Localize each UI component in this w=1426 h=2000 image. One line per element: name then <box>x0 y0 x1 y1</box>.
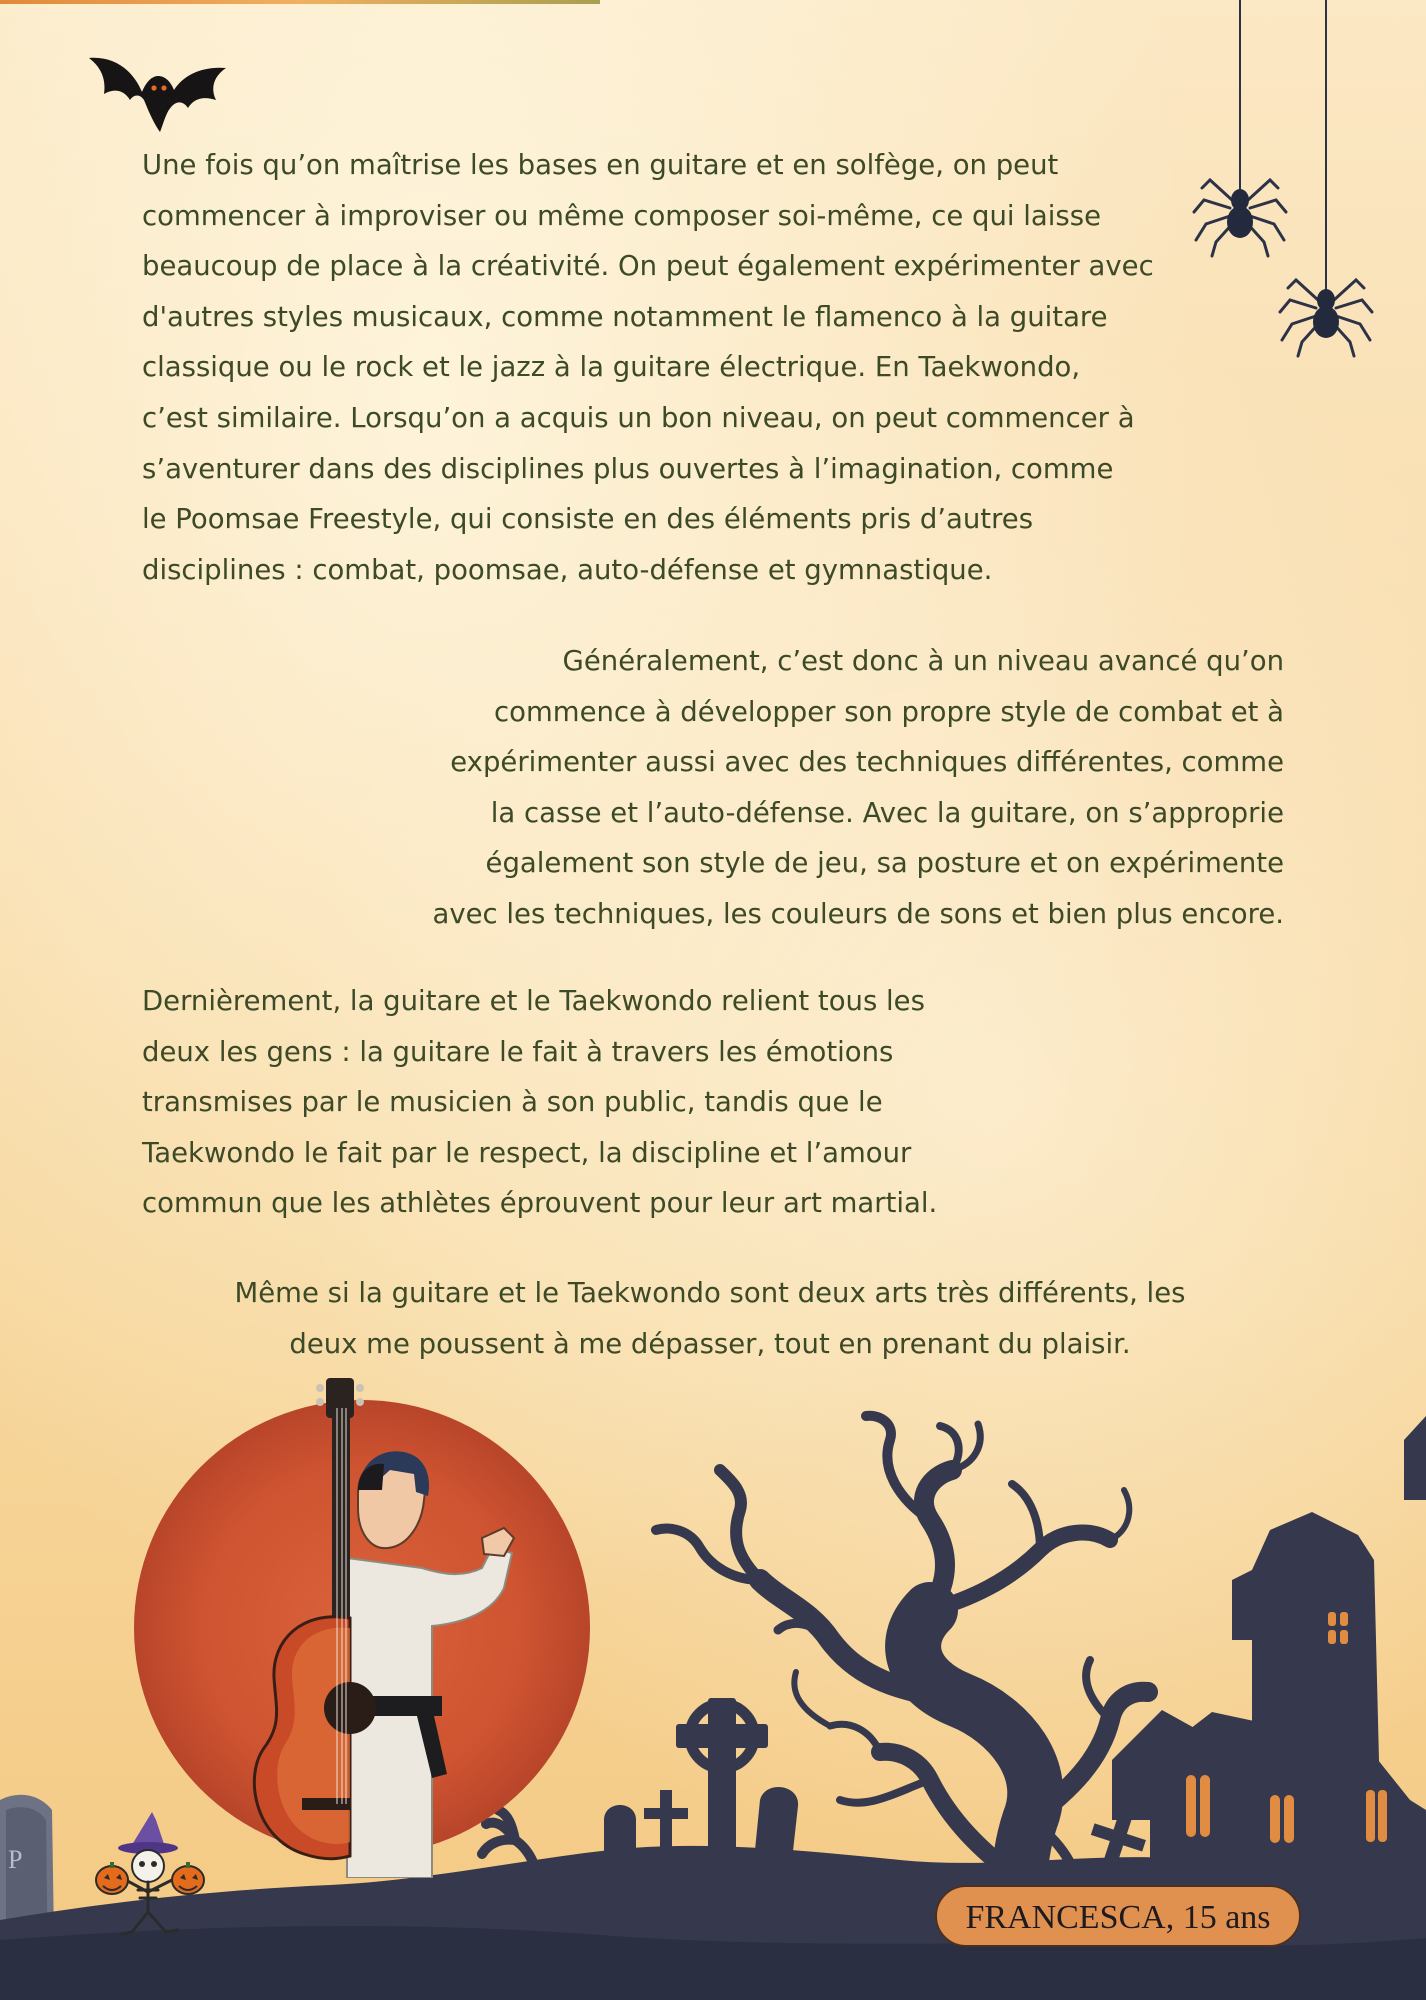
skull <box>132 1850 164 1882</box>
tombstone-letter: P <box>8 1845 23 1874</box>
window <box>1340 1630 1348 1644</box>
article-paragraph: Généralement, c’est donc à un niveau avancé qu’on commence à développer son propre style de combat et à expérimenter aussi avec des techniques différentes, comme la casse et l’auto-défense. Avec la guitare, on s’approprie également son style de jeu, sa posture et on expérimente avec les techniques, les couleurs de sons et bien plus encore. <box>432 645 1284 930</box>
article-paragraph: Même si la guitare et le Taekwondo sont deux arts très différents, les deux me poussent à me dépasser, tout en prenant du plaisir. <box>234 1277 1186 1360</box>
window <box>1200 1775 1210 1837</box>
bat-eye <box>151 85 156 90</box>
celtic-cross-icon <box>676 1698 768 1858</box>
top-decorative-strip <box>0 0 600 4</box>
window <box>1186 1775 1196 1837</box>
jack-o-lantern-icon <box>96 1862 128 1894</box>
jack-o-lantern-icon <box>172 1862 204 1894</box>
guitar-taekwondo-moon-illustration <box>132 1378 612 1878</box>
window <box>1328 1630 1336 1644</box>
author-badge: FRANCESCA, 15 ans <box>935 1885 1301 1947</box>
article-paragraph: Une fois qu’on maîtrise les bases en guitare et en solfège, on peut commencer à improviser ou même composer soi-même, ce qui laisse beaucoup de place à la créativité. On peut également expérimenter avec d'autres styles musicaux, comme notamment le flamenco à la guitare classique ou le rock et le jazz à la guitare électrique. En Taekwondo, c’est similaire. Lorsqu’on a acquis un bon niveau, on peut commencer à s’aventurer dans des disciplines plus ouvertes à l’imagination, comme le Poomsae Freestyle, qui consiste en des éléments pris d’autres disciplines : combat, poomsae, auto-défense et gymnastique. <box>142 149 1154 586</box>
skeleton-witch-icon <box>94 1808 214 1948</box>
bat-eye <box>161 85 166 90</box>
window <box>1270 1795 1280 1843</box>
window <box>1378 1790 1387 1842</box>
window <box>1366 1790 1375 1842</box>
spider-icon <box>1280 0 1372 356</box>
window <box>1340 1612 1348 1626</box>
window <box>1284 1795 1294 1843</box>
bat-icon <box>84 50 234 140</box>
article-paragraph: Dernièrement, la guitare et le Taekwondo relient tous les deux les gens : la guitare le fait à travers les émotions transmises par le musicien à son public, tandis que le Taekwondo le fait par le respect, la discipline et l’amour commun que les athlètes éprouvent pour leur art martial. <box>142 985 938 1220</box>
window <box>1328 1612 1336 1626</box>
